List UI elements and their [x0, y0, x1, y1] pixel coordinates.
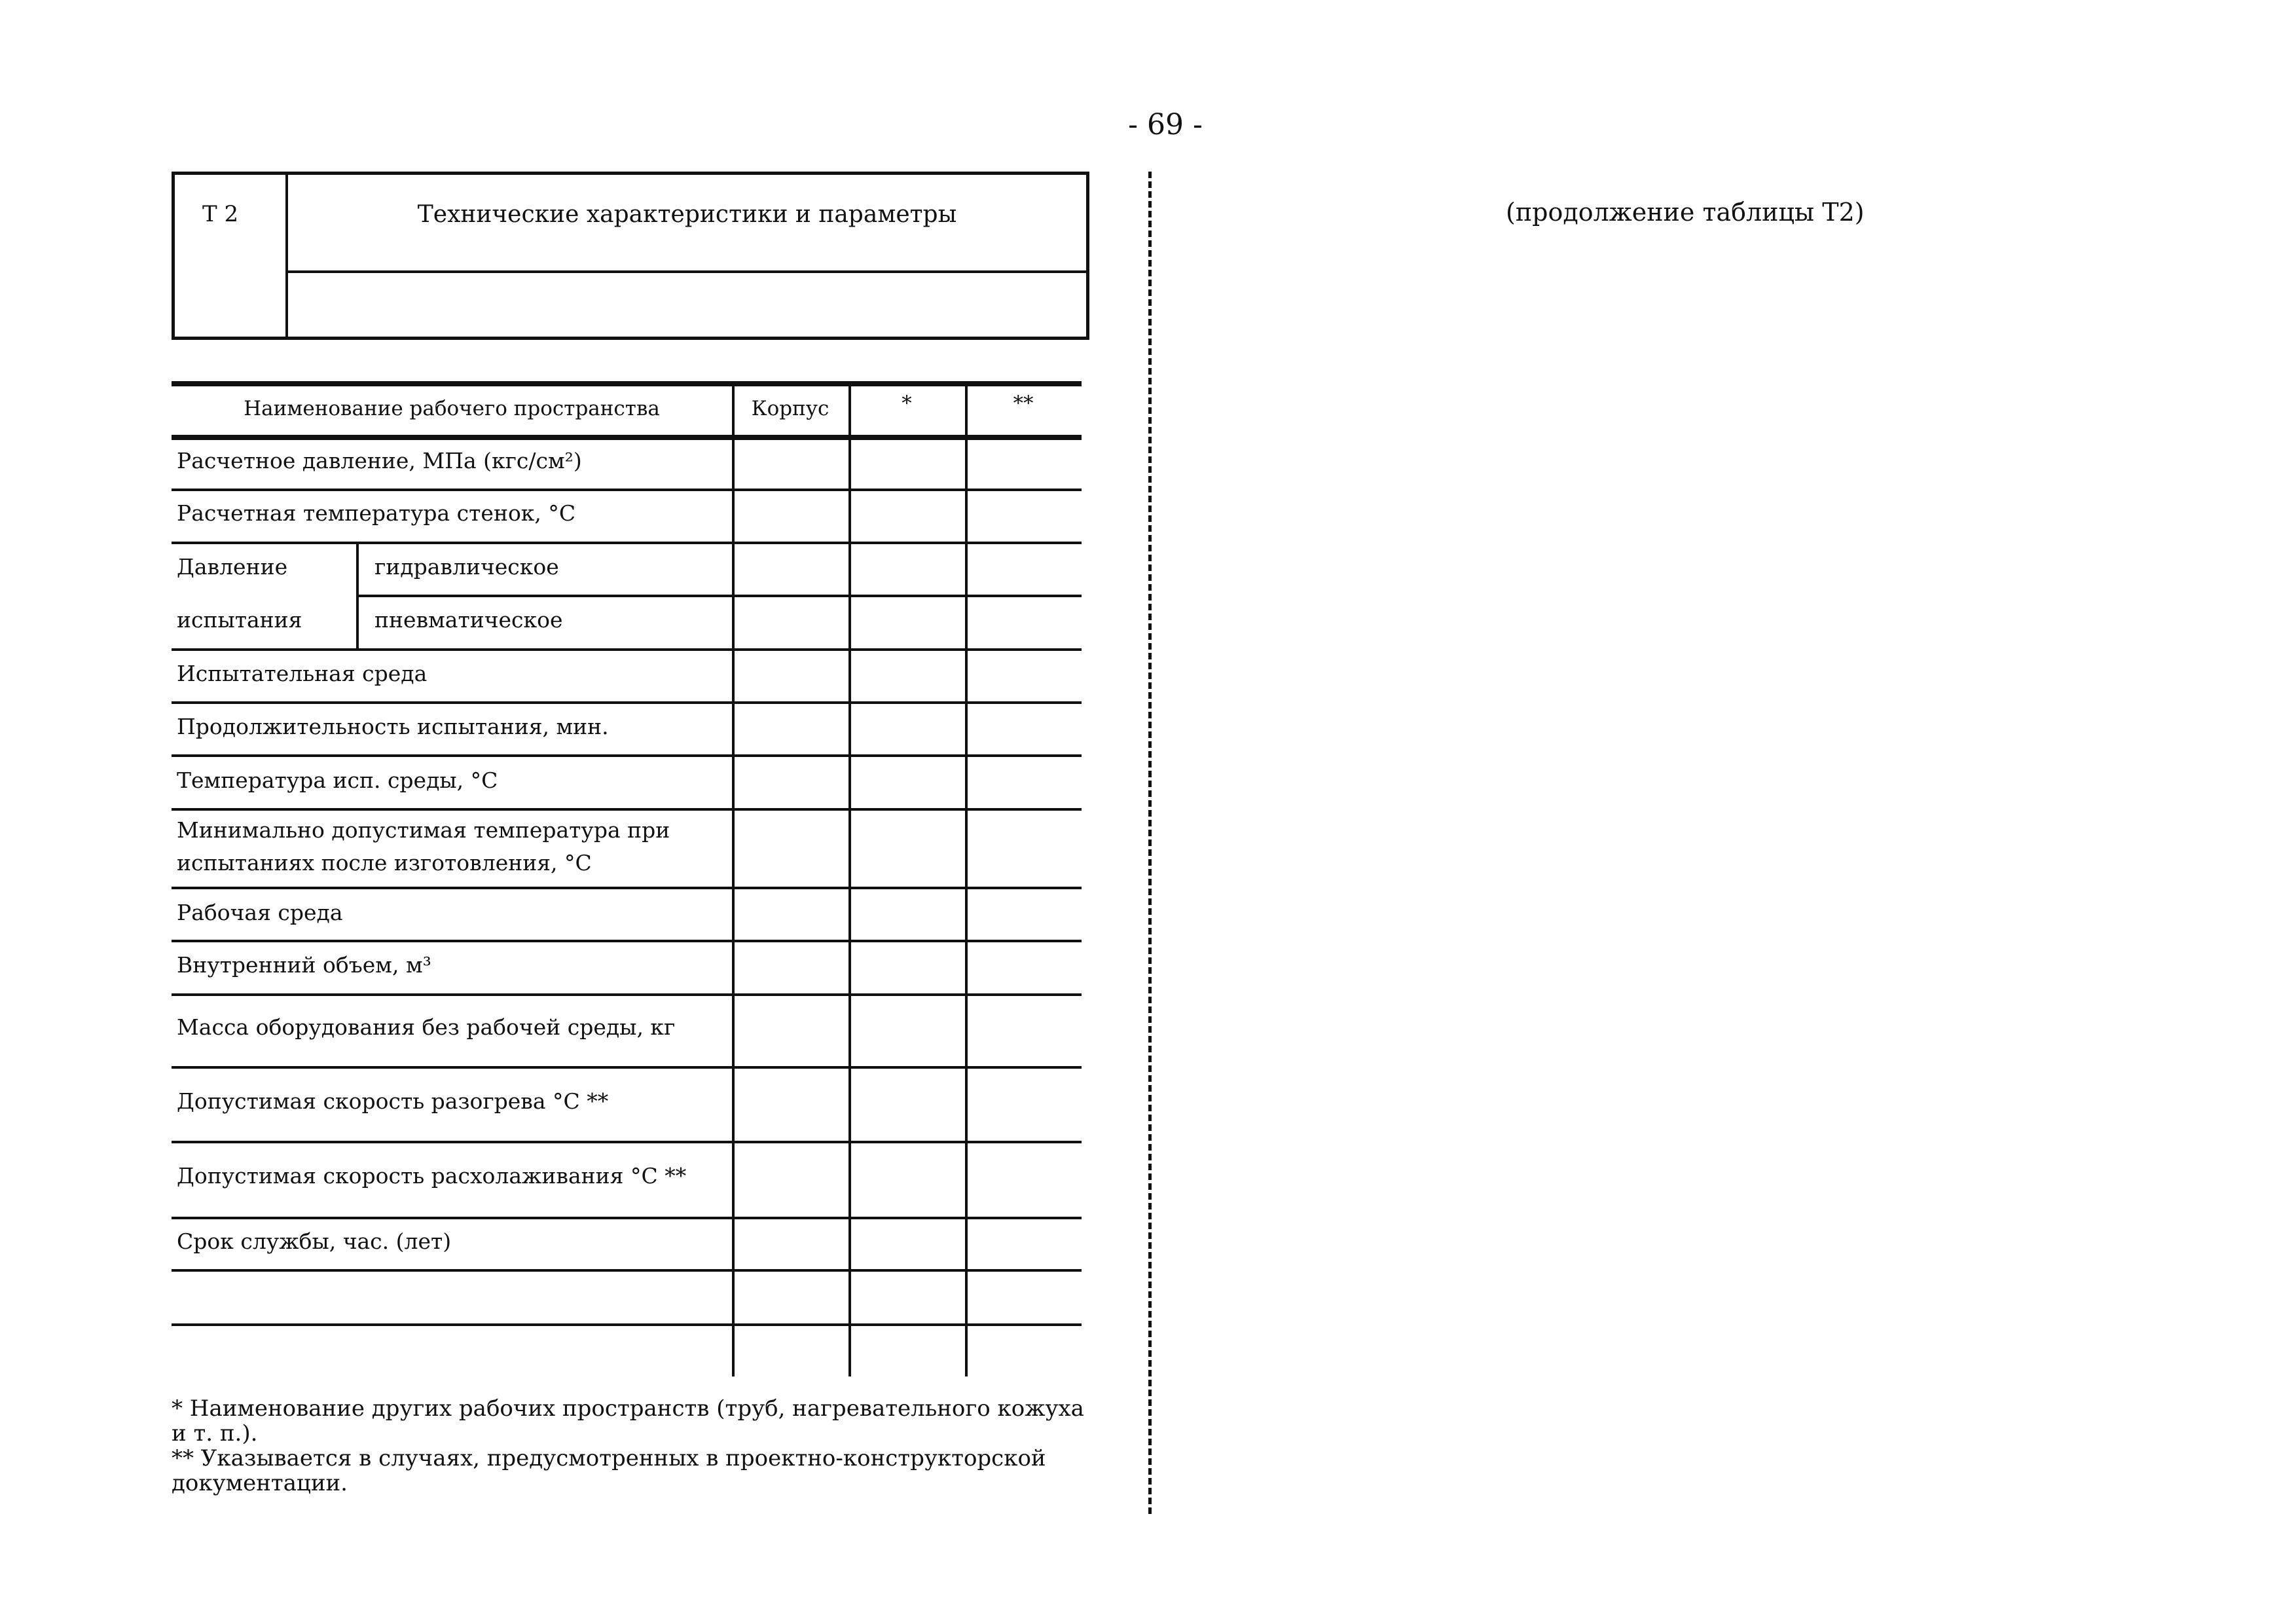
row-rule — [172, 1141, 1082, 1143]
row-rule — [172, 1269, 1082, 1272]
row-rule — [359, 595, 1082, 597]
test-pressure-hydraulic: гидравлическое — [374, 554, 559, 580]
row-rule — [172, 381, 1082, 386]
row-label: Испытательная среда — [177, 661, 428, 686]
continuation-note: (продолжение таблицы Т2) — [1506, 198, 1865, 227]
row-rule — [172, 435, 1082, 440]
row-label: Продолжительность испытания, мин. — [177, 714, 609, 739]
table-code: Т 2 — [202, 201, 239, 227]
column-rule — [965, 381, 968, 1376]
row-label: Температура исп. среды, °С — [177, 767, 498, 793]
row-label: Масса оборудования без рабочей среды, кг — [177, 1014, 676, 1040]
row-label: Расчетное давление, МПа (кгс/см²) — [177, 448, 582, 473]
row-rule — [172, 1066, 1082, 1069]
table-code-cell — [175, 175, 288, 337]
table-title: Технические характеристики и параметры — [417, 201, 957, 228]
test-pressure-label: Давление — [177, 554, 288, 580]
column-rule — [732, 381, 735, 1376]
table-header-box — [172, 172, 1089, 340]
row-rule — [172, 993, 1082, 996]
column-header: ** — [1013, 392, 1034, 415]
row-rule — [172, 887, 1082, 889]
header-divider — [288, 270, 1086, 273]
column-header: * — [902, 392, 912, 415]
page-number: - 69 - — [1128, 108, 1203, 141]
footnote-two-star: ** Указывается в случаях, предусмотренных в проектно-конструкторской документации. — [172, 1445, 1046, 1497]
cut-line — [1148, 172, 1152, 1514]
row-label: Минимально допустимая температура при — [177, 817, 670, 843]
test-pressure-rule — [356, 542, 359, 648]
test-pressure-pneumatic: пневматическое — [374, 607, 563, 633]
row-label: Рабочая среда — [177, 900, 343, 925]
column-header: Наименование рабочего пространства — [244, 397, 660, 420]
row-rule — [172, 701, 1082, 704]
footnote-one-star: * Наименование других рабочих пространств (труб, нагревательного кожуха и т. п.). — [172, 1395, 1084, 1447]
row-rule — [172, 940, 1082, 942]
footnotes — [172, 1396, 1095, 1496]
row-rule — [172, 1323, 1082, 1326]
row-label: Допустимая скорость разогрева °С ** — [177, 1088, 609, 1114]
row-rule — [172, 542, 1082, 544]
row-label: Внутренний объем, м³ — [177, 952, 431, 978]
row-label: испытаниях после изготовления, °С — [177, 850, 592, 876]
row-label: Допустимая скорость расхолаживания °С ** — [177, 1163, 687, 1189]
test-pressure-label: испытания — [177, 607, 302, 633]
row-rule — [172, 648, 1082, 651]
row-rule — [172, 754, 1082, 757]
row-label: Расчетная температура стенок, °С — [177, 500, 576, 526]
row-rule — [172, 489, 1082, 491]
row-rule — [172, 1217, 1082, 1219]
column-rule — [848, 381, 851, 1376]
row-rule — [172, 808, 1082, 811]
column-header: Корпус — [751, 397, 829, 420]
row-label: Срок службы, час. (лет) — [177, 1228, 452, 1254]
